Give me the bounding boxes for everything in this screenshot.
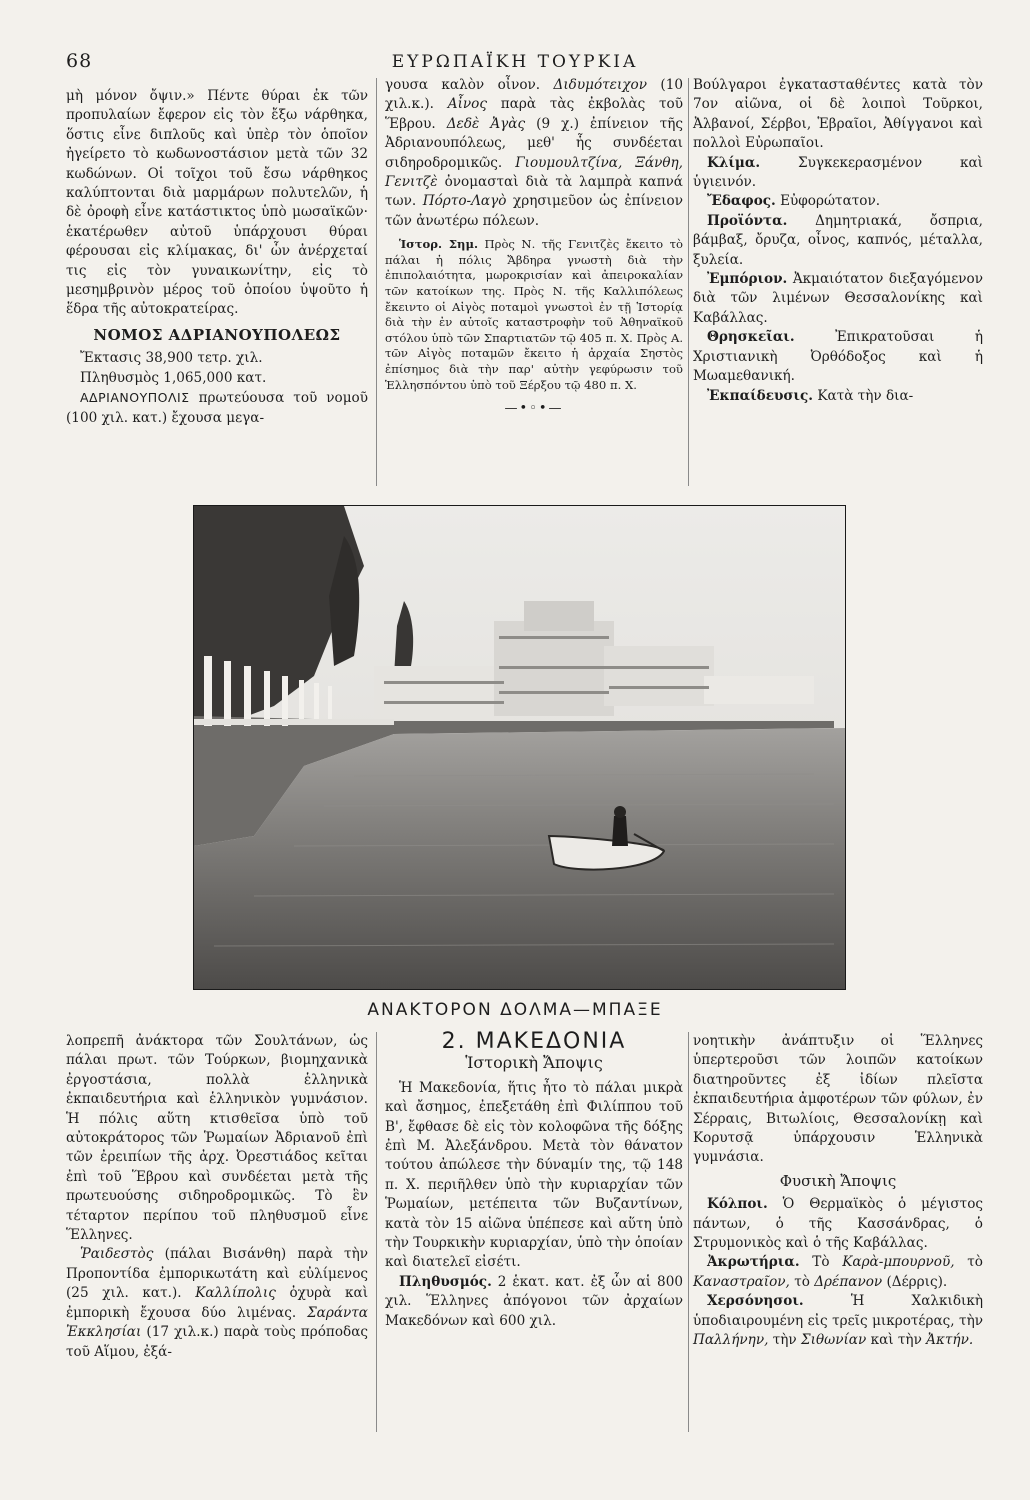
capital-paragraph	[66, 388, 368, 428]
section-subheading: Ἱστορικὴ Ἄποψις	[465, 1053, 603, 1073]
place-name: Παλλήνην,	[693, 1332, 769, 1349]
city-name: Γιουμουλτζίνα, Ξάνθη, Γενιτζὲ	[385, 154, 683, 191]
text: τὸ	[967, 1254, 983, 1271]
history-paragraph: Ἡ Μακεδονία, ἥτις ἦτο τὸ πάλαι μικρὰ καὶ ἄσημος, ἐπεξετάθη ἐπὶ Φιλίππου τοῦ Β', ἔφθασε δὲ εἰς τὸν κολοφῶνα τῆς δόξης ἐπὶ Μ. Ἀλεξάνδρου. Μετὰ τὸν θάνατον τούτου ἀπώλεσε τὴν δύναμίν της, τῷ 148 π. Χ. περιῆλθεν ὑπὸ τὴν κυριαρχίαν τῶν Ῥωμαίων, μετέπειτα τῶν Βυζαντίνων, κατὰ τὸν 15 αἰῶνα ὑπέπεσε καὶ αὕτη ὑπὸ τὴν Τουρκικὴν κυριαρχίαν, ὑπὸ τὴν ὁποίαν καὶ διατελεῖ εἰσέτι.	[385, 1079, 683, 1271]
text: Τὸ	[812, 1254, 830, 1271]
city-name: Πόρτο-Λαγὸ	[422, 193, 507, 210]
entry-label: Ἔδαφος.	[707, 193, 776, 210]
peninsulas-entry	[693, 1292, 983, 1350]
palace-photograph	[193, 505, 846, 990]
note-text: Πρὸς Ν. τῆς Γενιτζὲς ἔκειτο τὸ πάλαι ἡ πόλις Ἄβδηρα γνωστὴ διὰ τὴν ἐπιπολαιότητα, μωροκρισίαν καὶ ἀπειροκαλίαν τῶν κατοίκων της. Πρὸς Ν. τῆς Καλλιπόλεως ἔκειντο οἱ Αἰγὸς ποταμοὶ γνωστοὶ ἐν τῇ Ἱστορίᾳ διὰ τὴν ἐν αὐτοῖς καταστροφὴν τοῦ Ἀθηναϊκοῦ στόλου ὑπὸ τῶν Σπαρτιατῶν τῷ 405 π. Χ. Πρὸς Α. τῶν Αἰγὸς ποταμῶν ἔκειτο ἡ ἀρχαία Σηστὸς ἐπίσημος διὰ τὴν παρ' αὐτὴν γεφύρωσιν τοῦ Ἑλλησπόντου ὑπὸ τοῦ Ξέρξου τῷ 480 π. Χ.	[385, 237, 684, 392]
capital-text: πρωτεύουσα τοῦ νομοῦ (100 χιλ. κατ.) ἔχουσα μεγα-	[66, 390, 368, 426]
entry-label: Ἐμπόριον.	[707, 271, 788, 288]
bottom-column-2	[385, 1029, 683, 1331]
entry-text: Κατὰ τὴν δια-	[817, 387, 914, 404]
entry-text: Ἐπικρατοῦσαι ἡ Χριστιανικὴ Ὀρθόδοξος καὶ ἡ Μωαμεθανική.	[693, 329, 983, 385]
section-title: ΝΟΜΟΣ ΑΔΡΙΑΝΟΥΠΟΛΕΩΣ	[93, 325, 341, 344]
entry-text: Συγκεκερασμένον καὶ ὑγιεινόν.	[693, 154, 983, 191]
area-line: Ἔκτασις 38,900 τετρ. χιλ.	[80, 350, 263, 367]
soil-entry	[693, 192, 983, 211]
text: χρησιμεῦον ὡς ἐπίνειον τῶν ἀνωτέρω πόλεων.	[385, 193, 683, 229]
palace-photo-illustration	[194, 506, 845, 989]
text: γουσα καλὸν οἶνον.	[385, 77, 541, 93]
column-rule	[376, 1032, 377, 1432]
population-line: Πληθυσμὸς 1,065,000 κατ.	[80, 369, 267, 386]
text: (17 χιλ.κ.) παρὰ τοὺς πρόποδας τοῦ Αἵμου, ἐξά-	[66, 1324, 368, 1360]
capital-name: ΑΔΡΙΑΝΟΥΠΟΛΙΣ	[80, 390, 190, 406]
entry-label: Θρησκεῖαι.	[707, 329, 795, 346]
boatman-head	[614, 806, 626, 818]
place-name: Ἀκτήν.	[926, 1332, 974, 1349]
city-name: Σαράντα Ἐκκλησίαι	[66, 1304, 368, 1341]
products-entry	[693, 212, 983, 270]
place-name: Σιθωνίαν	[801, 1332, 867, 1349]
text: τὴν	[772, 1332, 797, 1349]
section-subheading: Φυσικὴ Ἄποψις	[779, 1171, 897, 1190]
city-name: Ῥαιδεστὸς	[80, 1246, 154, 1263]
column-rule	[688, 78, 689, 486]
entry-label: Ἐκπαίδευσις.	[707, 387, 814, 404]
climate-entry	[693, 154, 983, 193]
column-rule	[688, 1032, 689, 1432]
entry-text: Ὁ Θερμαϊκὸς ὁ μέγιστος πάντων, ὁ τῆς Κασσάνδρας, ὁ Στρυμονικὸς καὶ ὁ τῆς Καβάλλας.	[693, 1196, 984, 1252]
paragraph: Βούλγαροι ἐγκατασταθέντες κατὰ τὸν 7ον αἰῶνα, οἱ δὲ λοιποὶ Τοῦρκοι, Ἀλβανοί, Σέρβοι, Ἑβραῖοι, Ἀθίγγανοι καὶ πολλοὶ Εὐρωπαῖοι.	[693, 77, 983, 152]
top-column-2	[385, 76, 683, 419]
text: τὸ	[794, 1273, 810, 1290]
entry-label: Κόλποι.	[707, 1196, 768, 1213]
entry-label: Προϊόντα.	[707, 212, 788, 229]
city-name: Αἶνος	[447, 96, 487, 113]
text: παρὰ τὰς ἐκβολὰς τοῦ Ἕβρου.	[385, 96, 684, 132]
column-rule	[376, 78, 377, 486]
page-number: 68	[66, 50, 93, 72]
cities-paragraph	[66, 1245, 368, 1361]
text: ὀχυρὰ καὶ ἐμπορικὴ ἔχουσα δύο λιμένας.	[66, 1285, 369, 1321]
city-name: Διδυμότειχον	[553, 77, 647, 93]
entry-text: 2 ἑκατ. κατ. ἐξ ὧν αἱ 800 χιλ. Ἕλληνες ἀπόγονοι τῶν ἀρχαίων Μακεδόνων καὶ 600 χιλ.	[385, 1273, 683, 1329]
text: (10 χιλ.κ.).	[385, 77, 683, 113]
chapter-heading: 2. ΜΑΚΕΔΟΝΙΑ	[441, 1029, 627, 1054]
place-name: Καναστραῖον,	[693, 1273, 790, 1290]
text: ὀνομασταὶ διὰ τὰ λαμπρὰ καπνά των.	[385, 174, 683, 210]
top-column-1	[66, 87, 368, 428]
palace-wing	[604, 646, 714, 706]
entry-text: Ἀκμαιότατον διεξαγόμενον διὰ τῶν λιμένων Θεσσαλονίκης καὶ Καβάλλας.	[693, 271, 984, 326]
text: (Δέρρις).	[886, 1273, 948, 1290]
palace-upper-block	[524, 601, 594, 631]
paragraph: μὴ μόνον ὄψιν.» Πέντε θύραι ἐκ τῶν προπυλαίων ἔφερον εἰς τὸν ἔξω νάρθηκα, ὅστις εἶνε διπλοῦς καὶ ὑπὲρ τὸν ὁποῖον ἠγείρετο τὸ κωδωνοστάσιον μετὰ τῶν 32 κωδώνων. Οἱ τοῖχοι τοῦ ἔσω νάρθηκος καλύπτονται διὰ μαρμάρων πολυτελῶν, ἡ δὲ ὀροφὴ εἶνε κατάστικτος ὑπὸ μωσαϊκῶν· ἑκατέρωθεν αὐτοῦ ὑπάρχουσι θύραι φέρουσαι εἰς κλίμακας, δι' ὧν ἀνέρχεταί τις εἰς τὸν γυναικωνίτην, εἰς τὸ μεσημβρινὸν μέρος τοῦ ὁποίου ὑψοῦτο ἡ ἕδρα τῆς αὐτοκρατείρας.	[66, 88, 368, 318]
palace-wing	[704, 676, 814, 704]
city-name: Δεδὲ Ἀγὰς	[446, 115, 526, 132]
place-name: Καρὰ-μπουρνοῦ,	[842, 1254, 955, 1271]
bottom-column-1	[66, 1032, 368, 1362]
entry-label: Χερσόνησοι.	[707, 1293, 804, 1310]
text: καὶ τὴν	[870, 1332, 922, 1349]
text: (9 χ.) ἐπίνειον τῆς Ἀδριανουπόλεως, μεθ' ἧς συνδέεται σιδηροδρομικῶς.	[385, 115, 684, 171]
population-entry	[385, 1273, 683, 1331]
entry-text: Εὐφορώτατον.	[780, 193, 881, 210]
paragraph: λοπρεπῆ ἀνάκτορα τῶν Σουλτάνων, ὡς πάλαι πρωτ. τῶν Τούρκων, βιομηχανικὰ ἐργοστάσια, πολλὰ ἑλληνικὰ ἐκπαιδευτήρια καὶ ἑλληνικὸν γυμνάσιον. Ἡ πόλις αὕτη κτισθεῖσα ὑπὸ τοῦ αὐτοκράτορος τῶν Ῥωμαίων Ἀδριανοῦ ἐπὶ τῶν ἐρειπίων τῆς ἀρχ. Ὀρεστιάδος κεῖται ἐπὶ τοῦ Ἕβρου καὶ συνδέεται μετὰ τῆς πρωτευούσης σιδηροδρομικῶς. Τὸ ἓν τέταρτον περίπου τοῦ πληθυσμοῦ εἶνε Ἕλληνες.	[66, 1033, 368, 1244]
cities-paragraph	[385, 76, 683, 231]
note-label: Ἱστορ. Σημ.	[399, 237, 478, 252]
paragraph: νοητικὴν ἀνάπτυξιν οἱ Ἕλληνες ὑπερτεροῦσι τῶν λοιπῶν κατοίκων διατηροῦντες ἐξ ἰδίων πλεῖστα ἐκπαιδευτήρια ἀμφοτέρων τῶν φύλων, ἐν Σέρραις, Βιτωλίοις, Θεσσαλονίκῃ καὶ Κορυτσᾷ ὑπάρχουσιν Ἑλληνικὰ γυμνάσια.	[693, 1033, 983, 1166]
religion-entry	[693, 328, 983, 386]
capes-entry	[693, 1253, 983, 1292]
palace-wing	[374, 666, 514, 726]
photo-caption: ΑΝΑΚΤΟΡΟΝ ΔΟΛΜΑ—ΜΠΑΞΕ	[367, 1000, 663, 1020]
city-name: Καλλίπολις	[195, 1285, 276, 1302]
boatman	[612, 816, 628, 846]
entry-text: Δημητριακά, ὄσπρια, βάμβαξ, ὄρυζα, οἶνος, καπνός, μέταλλα, ξυλεία.	[693, 212, 984, 268]
balustrade-rail	[194, 719, 394, 725]
bottom-column-3	[693, 1032, 983, 1351]
text: (πάλαι Βισάνθη) παρὰ τὴν Προποντίδα ἐμπορικωτάτη καὶ εὐλίμενος (25 χιλ. κατ.).	[66, 1246, 368, 1302]
place-name: Δρέπανον	[814, 1273, 883, 1290]
running-title: ΕΥΡΩΠΑΪΚΗ ΤΟΥΡΚΙΑ	[391, 52, 639, 72]
entry-label: Πληθυσμός.	[399, 1273, 492, 1290]
ornament: —•◦•—	[504, 401, 564, 417]
top-column-3	[693, 76, 983, 406]
text: Ἡ Χαλκιδικὴ ὑποδιαιρουμένη εἰς τρεῖς μικροτέρας, τὴν	[693, 1293, 984, 1329]
entry-label: Κλίμα.	[707, 154, 761, 171]
education-entry	[693, 387, 983, 406]
gulfs-entry	[693, 1195, 983, 1253]
entry-label: Ἀκρωτήρια.	[707, 1254, 800, 1271]
history-note	[385, 237, 683, 393]
trade-entry	[693, 270, 983, 328]
